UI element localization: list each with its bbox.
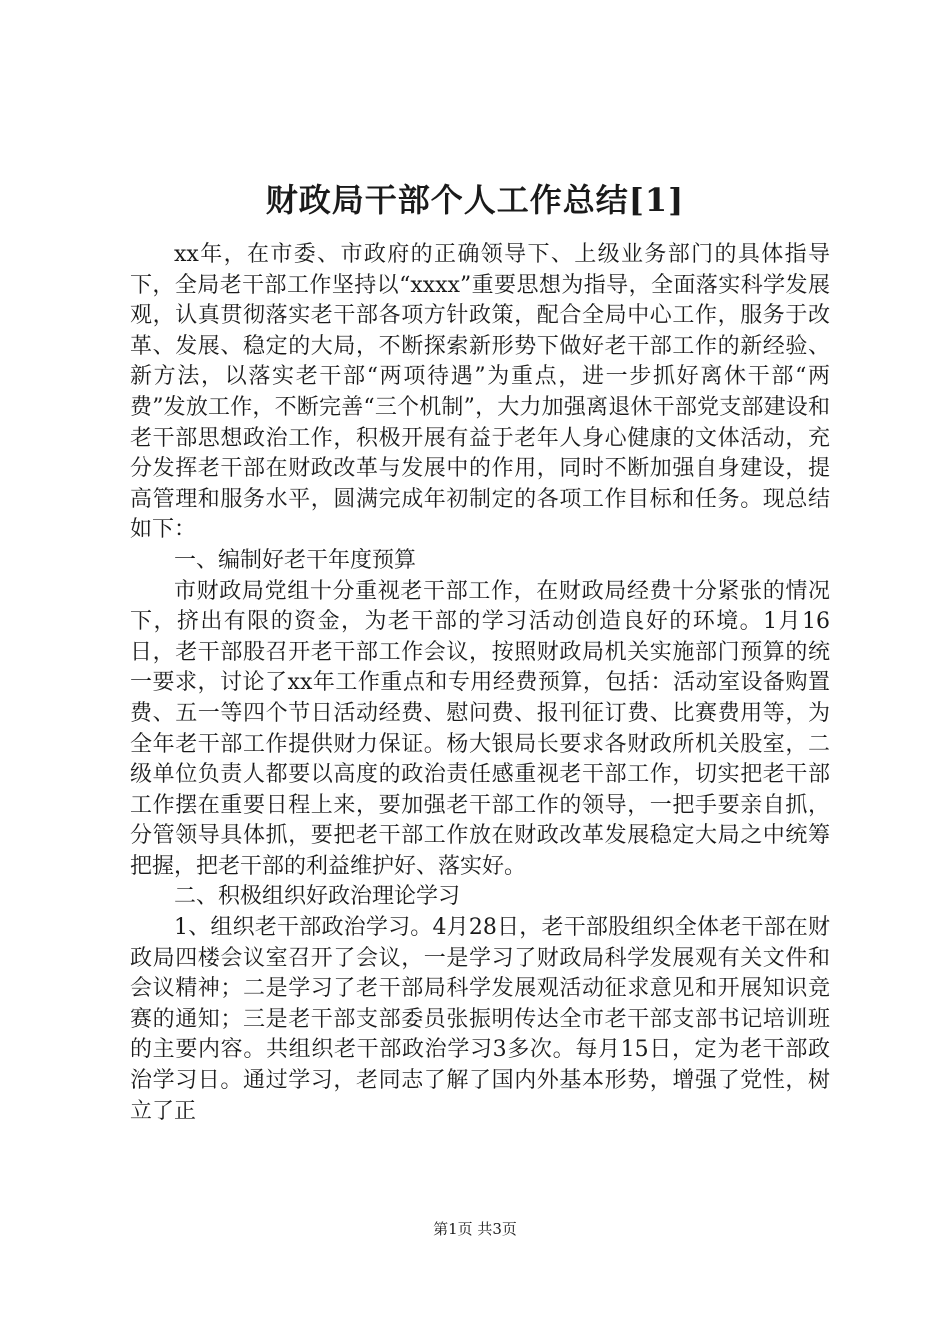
paragraph-budget: 市财政局党组十分重视老干部工作，在财政局经费十分紧张的情况下，挤出有限的资金，为老干部的学习活动创造良好的环境。1月16日，老干部股召开老干部工作会议，按照财政局机关实施部门预算的统一要求，讨论了xx年工作重点和专用经费预算，包括：活动室设备购置费、五一等四个节日活动经费、慰问费、报刊征订费、比赛费用等，为全年老干部工作提供财力保证。杨大银局长要求各财政所机关股室，二级单位负责人都要以高度的政治责任感重视老干部工作，切实把老干部工作摆在重要日程上来，要加强老干部工作的领导，一把手要亲自抓，分管领导具体抓，要把老干部工作放在财政改革发展稳定大局之中统筹把握，把老干部的利益维护好、落实好。 <box>130 578 830 879</box>
paragraph-intro: xx年，在市委、市政府的正确领导下、上级业务部门的具体指导下，全局老干部工作坚持以“xxxx”重要思想为指导，全面落实科学发展观，认真贯彻落实老干部各项方针政策，配合全局中心工作，服务于改革、发展、稳定的大局，不断探索新形势下做好老干部工作的新经验、新方法，以落实老干部“两项待遇”为重点，进一步抓好离休干部“两费”发放工作，不断完善“三个机制”，大力加强离退休干部党支部建设和老干部思想政治工作，积极开展有益于老年人身心健康的文体活动，充分发挥老干部在财政改革与发展中的作用，同时不断加强自身建设，提高管理和服务水平，圆满完成年初制定的各项工作目标和任务。现总结如下： <box>130 242 830 543</box>
section-heading-2: 二、积极组织好政治理论学习 <box>174 884 461 910</box>
section-heading-1: 一、编制好老干年度预算 <box>174 547 417 573</box>
document-body <box>130 240 830 1127</box>
page-footer: 第1页 共3页 <box>433 1220 517 1238</box>
document-title: 财政局干部个人工作总结[1] <box>265 181 685 219</box>
paragraph-study: 1、组织老干部政治学习。4月28日，老干部股组织全体老干部在财政局四楼会议室召开了会议，一是学习了财政局科学发展观有关文件和会议精神；二是学习了老干部局科学发展观活动征求意见和开展知识竞赛的通知；三是老干部支部委员张振明传达全市老干部支部书记培训班的主要内容。共组织老干部政治学习3多次。每月15日，定为老干部政治学习日。通过学习，老同志了解了国内外基本形势，增强了党性，树立了正 <box>130 915 830 1124</box>
